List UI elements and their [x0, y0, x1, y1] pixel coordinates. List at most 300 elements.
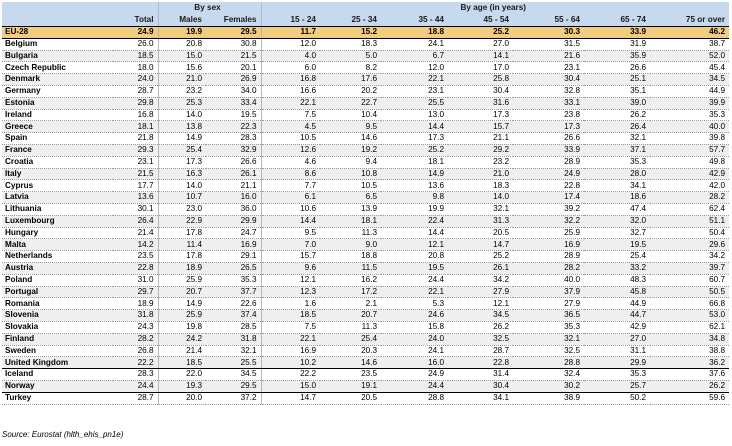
value-cell: 29.7 [113, 286, 158, 298]
country-cell: Netherlands [2, 251, 113, 263]
header-columns-row [2, 15, 729, 27]
table-row [2, 262, 729, 274]
table-row [2, 321, 729, 333]
value-cell: 12.1 [261, 274, 320, 286]
value-cell: 32.1 [206, 345, 261, 357]
value-cell: 34.5 [206, 369, 261, 381]
value-cell: 35.3 [650, 109, 729, 121]
value-cell: 17.7 [113, 180, 158, 192]
value-cell: 39.8 [650, 133, 729, 145]
value-cell: 21.0 [158, 74, 206, 86]
value-cell: 38.7 [650, 38, 729, 50]
value-cell: 22.8 [113, 262, 158, 274]
country-cell: Norway [2, 380, 113, 392]
value-cell: 25.5 [381, 97, 448, 109]
value-cell: 28.7 [448, 345, 513, 357]
value-cell: 10.2 [261, 357, 320, 369]
value-cell: 26.0 [113, 38, 158, 50]
value-cell: 6.1 [261, 192, 320, 204]
country-cell: Poland [2, 274, 113, 286]
value-cell: 9.8 [381, 192, 448, 204]
value-cell: 22.9 [158, 215, 206, 227]
value-cell: 30.8 [206, 38, 261, 50]
value-cell: 20.2 [320, 85, 381, 97]
country-cell: Iceland [2, 369, 113, 381]
value-cell: 37.6 [650, 369, 729, 381]
value-cell: 16.3 [158, 168, 206, 180]
value-cell: 44.7 [584, 310, 650, 322]
value-cell: 14.4 [381, 227, 448, 239]
value-cell: 20.3 [320, 345, 381, 357]
country-cell: Turkey [2, 392, 113, 404]
value-cell: 23.8 [513, 109, 584, 121]
value-cell: 25.9 [158, 310, 206, 322]
value-cell: 28.5 [206, 321, 261, 333]
value-cell: 34.2 [650, 251, 729, 263]
value-cell: 10.6 [261, 203, 320, 215]
value-cell: 28.0 [584, 168, 650, 180]
table-row [2, 215, 729, 227]
value-cell: 16.9 [513, 239, 584, 251]
value-cell: 22.1 [261, 333, 320, 345]
value-cell: 18.9 [113, 298, 158, 310]
value-cell: 34.2 [448, 274, 513, 286]
value-cell: 16.8 [261, 74, 320, 86]
table-row [2, 62, 729, 74]
column-header: Females [206, 15, 261, 27]
value-cell: 34.1 [448, 392, 513, 404]
value-cell: 20.1 [206, 62, 261, 74]
table-row [2, 345, 729, 357]
value-cell: 24.4 [381, 274, 448, 286]
value-cell: 29.2 [448, 144, 513, 156]
value-cell: 29.5 [206, 27, 261, 39]
value-cell: 34.1 [584, 180, 650, 192]
value-cell: 32.9 [206, 144, 261, 156]
value-cell: 20.5 [448, 227, 513, 239]
value-cell: 31.4 [448, 369, 513, 381]
value-cell: 22.1 [261, 97, 320, 109]
country-cell: United Kingdom [2, 357, 113, 369]
value-cell: 19.1 [320, 380, 381, 392]
statistics-table [2, 2, 729, 405]
value-cell: 25.8 [448, 74, 513, 86]
column-header: Total [113, 15, 158, 27]
value-cell: 32.7 [584, 227, 650, 239]
value-cell: 28.8 [381, 392, 448, 404]
value-cell: 27.9 [513, 298, 584, 310]
table-row [2, 286, 729, 298]
value-cell: 9.4 [320, 156, 381, 168]
value-cell: 18.9 [158, 262, 206, 274]
table-row [2, 274, 729, 286]
country-cell: Romania [2, 298, 113, 310]
country-cell: Spain [2, 133, 113, 145]
value-cell: 5.3 [381, 298, 448, 310]
value-cell: 10.8 [320, 168, 381, 180]
value-cell: 18.1 [381, 156, 448, 168]
value-cell: 32.5 [513, 345, 584, 357]
value-cell: 25.7 [584, 380, 650, 392]
value-cell: 7.5 [261, 109, 320, 121]
country-cell: Bulgaria [2, 50, 113, 62]
value-cell: 20.7 [320, 310, 381, 322]
value-cell: 9.5 [261, 227, 320, 239]
value-cell: 28.2 [113, 333, 158, 345]
value-cell: 19.5 [206, 109, 261, 121]
value-cell: 35.3 [584, 369, 650, 381]
country-cell: Germany [2, 85, 113, 97]
table-row [2, 168, 729, 180]
value-cell: 30.2 [513, 380, 584, 392]
value-cell: 19.8 [158, 321, 206, 333]
table-row [2, 227, 729, 239]
value-cell: 28.3 [206, 133, 261, 145]
value-cell: 10.7 [158, 192, 206, 204]
country-cell: France [2, 144, 113, 156]
country-cell: Ireland [2, 109, 113, 121]
value-cell: 26.9 [206, 74, 261, 86]
value-cell: 34.0 [206, 85, 261, 97]
value-cell: 2.1 [320, 298, 381, 310]
value-cell: 14.1 [448, 50, 513, 62]
value-cell: 32.5 [448, 333, 513, 345]
value-cell: 52.0 [650, 50, 729, 62]
value-cell: 45.8 [584, 286, 650, 298]
column-header: Males [158, 15, 206, 27]
value-cell: 21.8 [113, 133, 158, 145]
column-header: 25 - 34 [320, 15, 381, 27]
value-cell: 24.4 [113, 380, 158, 392]
value-cell: 33.4 [206, 97, 261, 109]
country-cell: Estonia [2, 97, 113, 109]
value-cell: 25.2 [448, 251, 513, 263]
value-cell: 14.0 [448, 192, 513, 204]
value-cell: 57.7 [650, 144, 729, 156]
value-cell: 26.2 [448, 321, 513, 333]
value-cell: 14.4 [261, 215, 320, 227]
value-cell: 7.7 [261, 180, 320, 192]
value-cell: 66.8 [650, 298, 729, 310]
value-cell: 39.9 [650, 97, 729, 109]
value-cell: 28.9 [513, 156, 584, 168]
value-cell: 9.0 [320, 239, 381, 251]
value-cell: 29.6 [650, 239, 729, 251]
value-cell: 26.4 [584, 121, 650, 133]
value-cell: 14.2 [113, 239, 158, 251]
value-cell: 24.9 [513, 168, 584, 180]
value-cell: 14.9 [158, 298, 206, 310]
value-cell: 14.4 [381, 121, 448, 133]
value-cell: 22.1 [381, 286, 448, 298]
value-cell: 27.0 [448, 38, 513, 50]
value-cell: 37.4 [206, 310, 261, 322]
country-cell: Denmark [2, 74, 113, 86]
table-row [2, 133, 729, 145]
value-cell: 19.2 [320, 144, 381, 156]
value-cell: 11.4 [158, 239, 206, 251]
table-row [2, 380, 729, 392]
value-cell: 22.1 [381, 74, 448, 86]
value-cell: 12.0 [261, 38, 320, 50]
value-cell: 29.8 [113, 97, 158, 109]
value-cell: 60.7 [650, 274, 729, 286]
value-cell: 14.0 [158, 109, 206, 121]
value-cell: 22.3 [206, 121, 261, 133]
value-cell: 33.2 [584, 262, 650, 274]
country-cell: Czech Republic [2, 62, 113, 74]
country-cell: Belgium [2, 38, 113, 50]
value-cell: 62.1 [650, 321, 729, 333]
table-row [2, 298, 729, 310]
value-cell: 15.8 [381, 321, 448, 333]
value-cell: 24.4 [381, 380, 448, 392]
value-cell: 33.9 [584, 27, 650, 39]
value-cell: 42.9 [650, 168, 729, 180]
country-cell: Finland [2, 333, 113, 345]
table-row [2, 156, 729, 168]
value-cell: 17.3 [158, 156, 206, 168]
country-cell: Slovenia [2, 310, 113, 322]
value-cell: 8.2 [320, 62, 381, 74]
value-cell: 44.9 [650, 85, 729, 97]
value-cell: 36.0 [206, 203, 261, 215]
value-cell: 53.0 [650, 310, 729, 322]
value-cell: 25.1 [584, 74, 650, 86]
value-cell: 9.5 [320, 121, 381, 133]
value-cell: 29.9 [584, 357, 650, 369]
value-cell: 14.7 [448, 239, 513, 251]
value-cell: 19.3 [158, 380, 206, 392]
value-cell: 16.0 [206, 192, 261, 204]
value-cell: 21.5 [113, 168, 158, 180]
value-cell: 12.1 [448, 298, 513, 310]
value-cell: 9.6 [261, 262, 320, 274]
value-cell: 10.5 [261, 133, 320, 145]
value-cell: 17.4 [513, 192, 584, 204]
value-cell: 26.1 [206, 168, 261, 180]
value-cell: 40.0 [650, 121, 729, 133]
value-cell: 39.7 [650, 262, 729, 274]
country-cell: Austria [2, 262, 113, 274]
value-cell: 23.1 [113, 156, 158, 168]
value-cell: 42.9 [584, 321, 650, 333]
country-cell: Hungary [2, 227, 113, 239]
value-cell: 17.2 [320, 286, 381, 298]
value-cell: 25.9 [158, 274, 206, 286]
value-cell: 36.2 [650, 357, 729, 369]
value-cell: 25.2 [448, 27, 513, 39]
value-cell: 33.9 [513, 144, 584, 156]
country-cell: Slovakia [2, 321, 113, 333]
value-cell: 13.6 [381, 180, 448, 192]
value-cell: 40.0 [513, 274, 584, 286]
value-cell: 50.2 [584, 392, 650, 404]
value-cell: 27.9 [448, 286, 513, 298]
value-cell: 47.4 [584, 203, 650, 215]
value-cell: 24.2 [158, 333, 206, 345]
table-row [2, 392, 729, 404]
value-cell: 16.9 [206, 239, 261, 251]
source-note [2, 430, 123, 439]
table-row [2, 50, 729, 62]
value-cell: 22.8 [513, 180, 584, 192]
value-cell: 30.1 [113, 203, 158, 215]
value-cell: 23.5 [320, 369, 381, 381]
value-cell: 11.3 [320, 227, 381, 239]
value-cell: 10.5 [320, 180, 381, 192]
value-cell: 28.9 [513, 251, 584, 263]
table-row [2, 357, 729, 369]
value-cell: 31.1 [584, 345, 650, 357]
value-cell: 18.5 [113, 50, 158, 62]
value-cell: 7.0 [261, 239, 320, 251]
country-cell: EU-28 [2, 27, 113, 39]
value-cell: 20.0 [158, 392, 206, 404]
value-cell: 26.1 [448, 262, 513, 274]
table-row [2, 121, 729, 133]
value-cell: 28.2 [650, 192, 729, 204]
country-cell: Lithuania [2, 203, 113, 215]
value-cell: 23.2 [448, 156, 513, 168]
value-cell: 17.8 [158, 227, 206, 239]
value-cell: 18.1 [113, 121, 158, 133]
header-group-row [2, 2, 729, 15]
value-cell: 12.1 [381, 239, 448, 251]
value-cell: 24.7 [206, 227, 261, 239]
value-cell: 1.6 [261, 298, 320, 310]
header-group-by-sex: By sex [158, 2, 261, 15]
country-cell: Greece [2, 121, 113, 133]
value-cell: 35.3 [584, 156, 650, 168]
country-cell: Italy [2, 168, 113, 180]
value-cell: 31.5 [513, 38, 584, 50]
value-cell: 22.0 [158, 369, 206, 381]
value-cell: 20.8 [158, 38, 206, 50]
value-cell: 35.1 [584, 85, 650, 97]
value-cell: 30.4 [448, 85, 513, 97]
value-cell: 21.1 [448, 133, 513, 145]
value-cell: 35.3 [206, 274, 261, 286]
value-cell: 22.2 [261, 369, 320, 381]
value-cell: 39.2 [513, 203, 584, 215]
column-header: 15 - 24 [261, 15, 320, 27]
value-cell: 10.4 [320, 109, 381, 121]
value-cell: 42.0 [650, 180, 729, 192]
table-row [2, 192, 729, 204]
table-row-aggregate [2, 27, 729, 39]
value-cell: 24.9 [113, 27, 158, 39]
value-cell: 14.7 [261, 392, 320, 404]
value-cell: 6.5 [320, 192, 381, 204]
value-cell: 23.1 [381, 85, 448, 97]
country-cell: Croatia [2, 156, 113, 168]
source-text: Eurostat (hlth_ehis_pn1e) [29, 430, 124, 439]
value-cell: 21.6 [513, 50, 584, 62]
value-cell: 19.5 [381, 262, 448, 274]
source-label: Source: [2, 430, 30, 439]
value-cell: 27.0 [584, 333, 650, 345]
value-cell: 16.8 [113, 109, 158, 121]
header-country [2, 15, 113, 27]
value-cell: 26.5 [206, 262, 261, 274]
value-cell: 8.6 [261, 168, 320, 180]
value-cell: 29.3 [113, 144, 158, 156]
value-cell: 25.5 [206, 357, 261, 369]
value-cell: 35.9 [584, 50, 650, 62]
value-cell: 23.1 [513, 62, 584, 74]
value-cell: 15.0 [158, 50, 206, 62]
table-row [2, 251, 729, 263]
value-cell: 31.3 [448, 215, 513, 227]
value-cell: 38.8 [650, 345, 729, 357]
value-cell: 31.0 [113, 274, 158, 286]
value-cell: 16.2 [320, 274, 381, 286]
value-cell: 32.4 [513, 369, 584, 381]
value-cell: 4.6 [261, 156, 320, 168]
value-cell: 50.4 [650, 227, 729, 239]
table-row [2, 85, 729, 97]
value-cell: 15.2 [320, 27, 381, 39]
value-cell: 24.1 [381, 38, 448, 50]
value-cell: 4.5 [261, 121, 320, 133]
column-header: 55 - 64 [513, 15, 584, 27]
value-cell: 31.8 [206, 333, 261, 345]
value-cell: 13.9 [320, 203, 381, 215]
value-cell: 28.8 [513, 357, 584, 369]
value-cell: 14.0 [158, 180, 206, 192]
value-cell: 16.0 [381, 357, 448, 369]
value-cell: 29.9 [206, 215, 261, 227]
country-cell: Luxembourg [2, 215, 113, 227]
value-cell: 18.3 [448, 180, 513, 192]
value-cell: 30.4 [448, 380, 513, 392]
value-cell: 25.9 [513, 227, 584, 239]
value-cell: 30.4 [513, 74, 584, 86]
value-cell: 16.9 [261, 345, 320, 357]
column-header: 65 - 74 [584, 15, 650, 27]
value-cell: 18.8 [381, 27, 448, 39]
value-cell: 19.5 [584, 239, 650, 251]
value-cell: 32.8 [513, 85, 584, 97]
value-cell: 22.4 [381, 215, 448, 227]
value-cell: 6.0 [261, 62, 320, 74]
value-cell: 18.3 [320, 38, 381, 50]
value-cell: 38.9 [513, 392, 584, 404]
value-cell: 24.1 [381, 345, 448, 357]
value-cell: 50.5 [650, 286, 729, 298]
country-cell: Malta [2, 239, 113, 251]
value-cell: 23.0 [158, 203, 206, 215]
value-cell: 17.3 [513, 121, 584, 133]
value-cell: 19.9 [158, 27, 206, 39]
column-header: 35 - 44 [381, 15, 448, 27]
value-cell: 25.3 [158, 97, 206, 109]
value-cell: 14.6 [320, 357, 381, 369]
value-cell: 31.9 [584, 38, 650, 50]
value-cell: 12.6 [261, 144, 320, 156]
table-row [2, 369, 729, 381]
value-cell: 17.0 [448, 62, 513, 74]
header-group-by-age: By age (in years) [261, 2, 729, 15]
table-row [2, 180, 729, 192]
value-cell: 37.1 [584, 144, 650, 156]
value-cell: 11.5 [320, 262, 381, 274]
value-cell: 13.8 [158, 121, 206, 133]
value-cell: 34.8 [650, 333, 729, 345]
value-cell: 11.3 [320, 321, 381, 333]
value-cell: 48.3 [584, 274, 650, 286]
